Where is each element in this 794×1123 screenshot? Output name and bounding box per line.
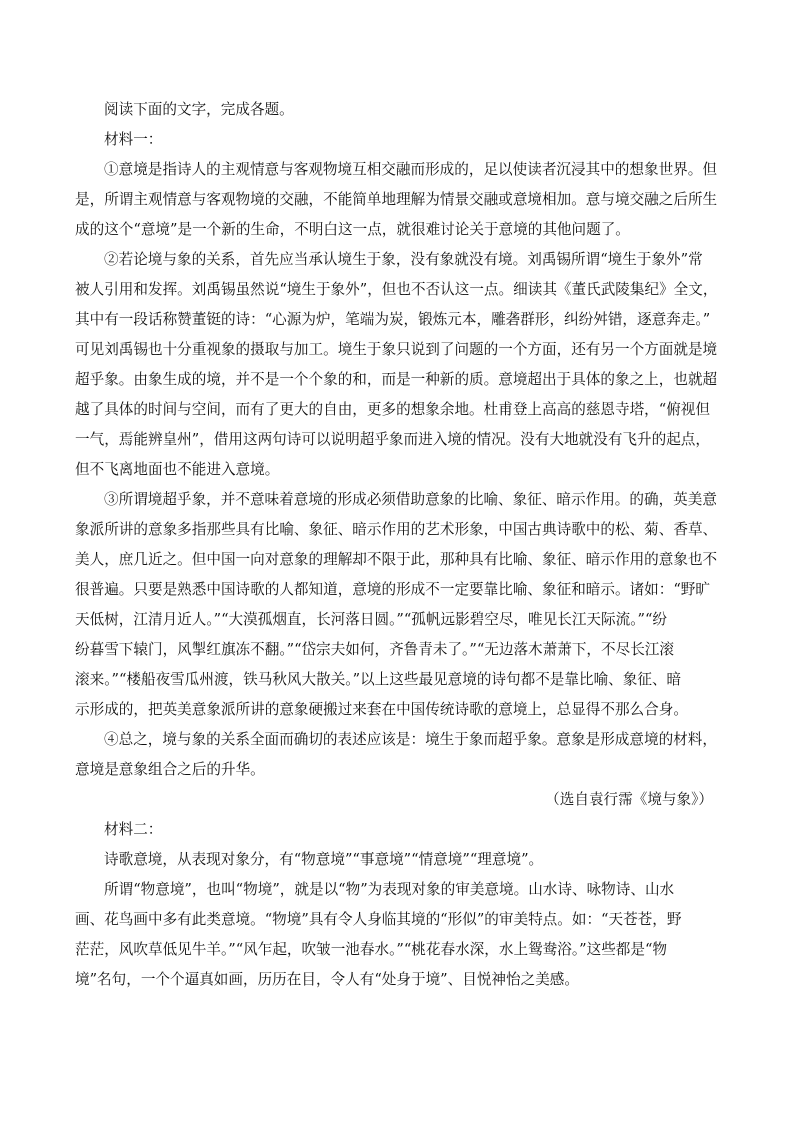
paragraph-line: 是，所谓主观情意与客观物境的交融，不能简单地理解为情景交融或意境相加。意与境交融之后所生 <box>75 191 718 208</box>
paragraph-line: 可见刘禹锡也十分重视象的摄取与加工。境生于象只说到了问题的一个方面，还有另一个方面就是境 <box>75 341 718 358</box>
paragraph-line: 超乎象。由象生成的境，并不是一个个象的和，而是一种新的质。意境超出于具体的象之上，也就超 <box>75 371 718 388</box>
material-1-body <box>75 155 718 785</box>
paragraph-line: 境”名句，一个个逼真如画，历历在目，令人有“处身于境”、目悦神怡之美感。 <box>75 971 579 988</box>
paragraph-line: 画、花鸟画中多有此类意境。“物境”具有令人身临其境的“形似”的审美特点。如：“天苍苍，野 <box>75 911 682 928</box>
material-1-source: （选自袁行霈《境与象》） <box>545 791 713 808</box>
paragraph-line: 天低树，江清月近人。”“大漠孤烟直，长河落日圆。”“孤帆远影碧空尽，唯见长江天际流。”“纷 <box>75 611 668 628</box>
instruction: 阅读下面的文字，完成各题。 <box>104 101 294 118</box>
paragraph-line: 美人，庶几近之。但中国一向对意象的理解却不限于此，那种具有比喻、象征、暗示作用的意象也不 <box>75 551 718 568</box>
paragraph-line: ①意境是指诗人的主观情意与客观物境互相交融而形成的，足以使读者沉浸其中的想象世界。但 <box>104 161 717 178</box>
paragraph-line: 所谓“物意境”，也叫“物境”，就是以“物”为表现对象的审美意境。山水诗、咏物诗、山水 <box>104 881 675 898</box>
paragraph-line: 象派所讲的意象多指那些具有比喻、象征、暗示作用的艺术形象，中国古典诗歌中的松、菊、香草、 <box>75 521 718 538</box>
material-2-heading: 材料二： <box>104 821 163 838</box>
paragraph-line: 很普遍。只要是熟悉中国诗歌的人都知道，意境的形成不一定要靠比喻、象征和暗示。诸如：“野旷 <box>75 581 710 598</box>
paragraph-line: 诗歌意境，从表现对象分，有“物意境”“事意境”“情意境”“理意境”。 <box>104 851 544 868</box>
page-content <box>75 95 718 995</box>
paragraph-line: ③所谓境超乎象，并不意味着意境的形成必须借助意象的比喻、象征、暗示作用。的确，英美意 <box>104 491 717 508</box>
paragraph-line: 但不飞离地面也不能进入意境。 <box>75 461 280 478</box>
paragraph-line: 被人引用和发挥。刘禹锡虽然说“境生于象外”，但也不否认这一点。细读其《董氏武陵集纪》全文， <box>75 281 718 298</box>
paragraph-line: 意境是意象组合之后的升华。 <box>75 761 265 778</box>
paragraph-line: 越了具体的时间与空间，而有了更大的自由，更多的想象余地。杜甫登上高高的慈恩寺塔，“俯视但 <box>75 401 710 418</box>
material-2-body <box>75 845 715 995</box>
paragraph-line: 纷暮雪下辕门，风掣红旗冻不翻。”“岱宗夫如何，齐鲁青未了。”“无边落木萧萧下，不尽长江滚 <box>75 641 674 658</box>
paragraph-line: 其中有一段话称赞董铤的诗：“心源为炉，笔端为炭，锻炼元本，雕砻群形，纠纷舛错，逐意奔走。” <box>75 311 711 328</box>
paragraph-line: 成的这个“意境”是一个新的生命，不明白这一点，就很难讨论关于意境的其他问题了。 <box>75 221 630 238</box>
paragraph-line: ④总之，境与象的关系全面而确切的表述应该是：境生于象而超乎象。意象是形成意境的材料， <box>104 731 717 748</box>
material-1-heading: 材料一： <box>104 131 163 148</box>
paragraph-line: ②若论境与象的关系，首先应当承认境生于象，没有象就没有境。刘禹锡所谓“境生于象外”常 <box>104 251 703 268</box>
paragraph-line: 示形成的，把英美意象派所讲的意象硬搬过来套在中国传统诗歌的意境上，总显得不那么合身。 <box>75 701 688 718</box>
paragraph-line: 一气，焉能辨皇州”，借用这两句诗可以说明超乎象而进入境的情况。没有大地就没有飞升的起点， <box>75 431 710 448</box>
paragraph-line: 茫茫，风吹草低见牛羊。”“风乍起，吹皱一池春水。”“桃花春水深，水上鸳鸯浴。”这些都是“物 <box>75 941 668 958</box>
paragraph-line: 滚来。”“楼船夜雪瓜州渡，铁马秋风大散关。”以上这些最见意境的诗句都不是靠比喻、象征、暗 <box>75 671 682 688</box>
